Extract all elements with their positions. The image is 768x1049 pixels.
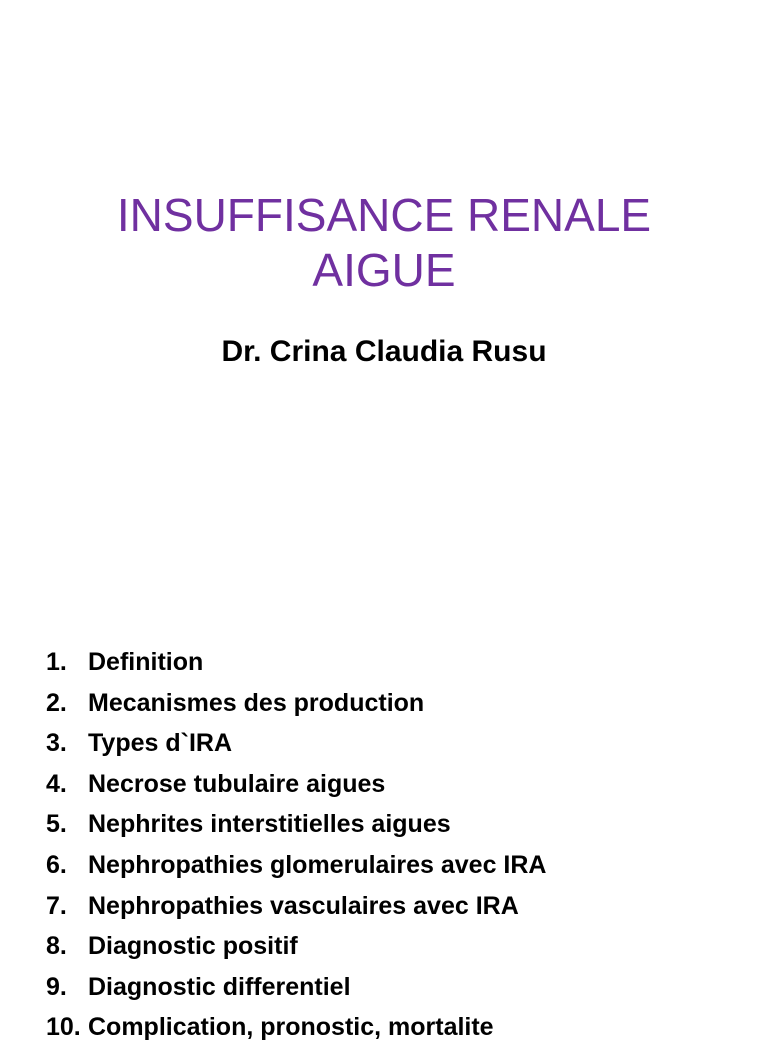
toc-item-label: Nephropathies vasculaires avec IRA [88, 891, 519, 920]
toc-item-label: Necrose tubulaire aigues [88, 769, 386, 798]
toc-item-number: 3. [46, 729, 67, 758]
toc-item-number: 7. [46, 891, 67, 920]
toc-item [0, 846, 768, 887]
toc-item [0, 643, 768, 684]
slide-title-line-1: INSUFFISANCE RENALE [116, 189, 652, 241]
toc-item-number: 8. [46, 932, 67, 961]
toc-item [0, 887, 768, 928]
toc-item-number: 2. [46, 688, 67, 717]
toc-item-label: Diagnostic differentiel [88, 972, 351, 1001]
toc-item-number: 10. [46, 1013, 81, 1042]
toc-item [0, 1008, 768, 1049]
toc-item-label: Nephropathies glomerulaires avec IRA [88, 850, 547, 879]
table-of-contents [0, 643, 768, 1049]
toc-item-label: Mecanismes des production [88, 688, 425, 717]
author-name: Dr. Crina Claudia Rusu [221, 335, 547, 368]
slide-title [0, 188, 768, 298]
toc-item [0, 765, 768, 806]
toc-item-number: 4. [46, 769, 67, 798]
toc-item [0, 968, 768, 1009]
toc-item-number: 9. [46, 972, 67, 1001]
slide-title-line-2: AIGUE [312, 244, 456, 296]
toc-item-number: 6. [46, 850, 67, 879]
toc-item [0, 927, 768, 968]
toc-item-label: Diagnostic positif [88, 932, 298, 961]
toc-item-label: Types d`IRA [88, 729, 232, 758]
toc-item-label: Complication, pronostic, mortalite [88, 1013, 494, 1042]
toc-item-number: 1. [46, 648, 67, 676]
toc-item-label: Definition [88, 648, 204, 676]
toc-item [0, 805, 768, 846]
toc-item [0, 684, 768, 725]
toc-item-label: Nephrites interstitielles aigues [88, 810, 451, 839]
toc-item-number: 5. [46, 810, 67, 839]
toc-item [0, 724, 768, 765]
